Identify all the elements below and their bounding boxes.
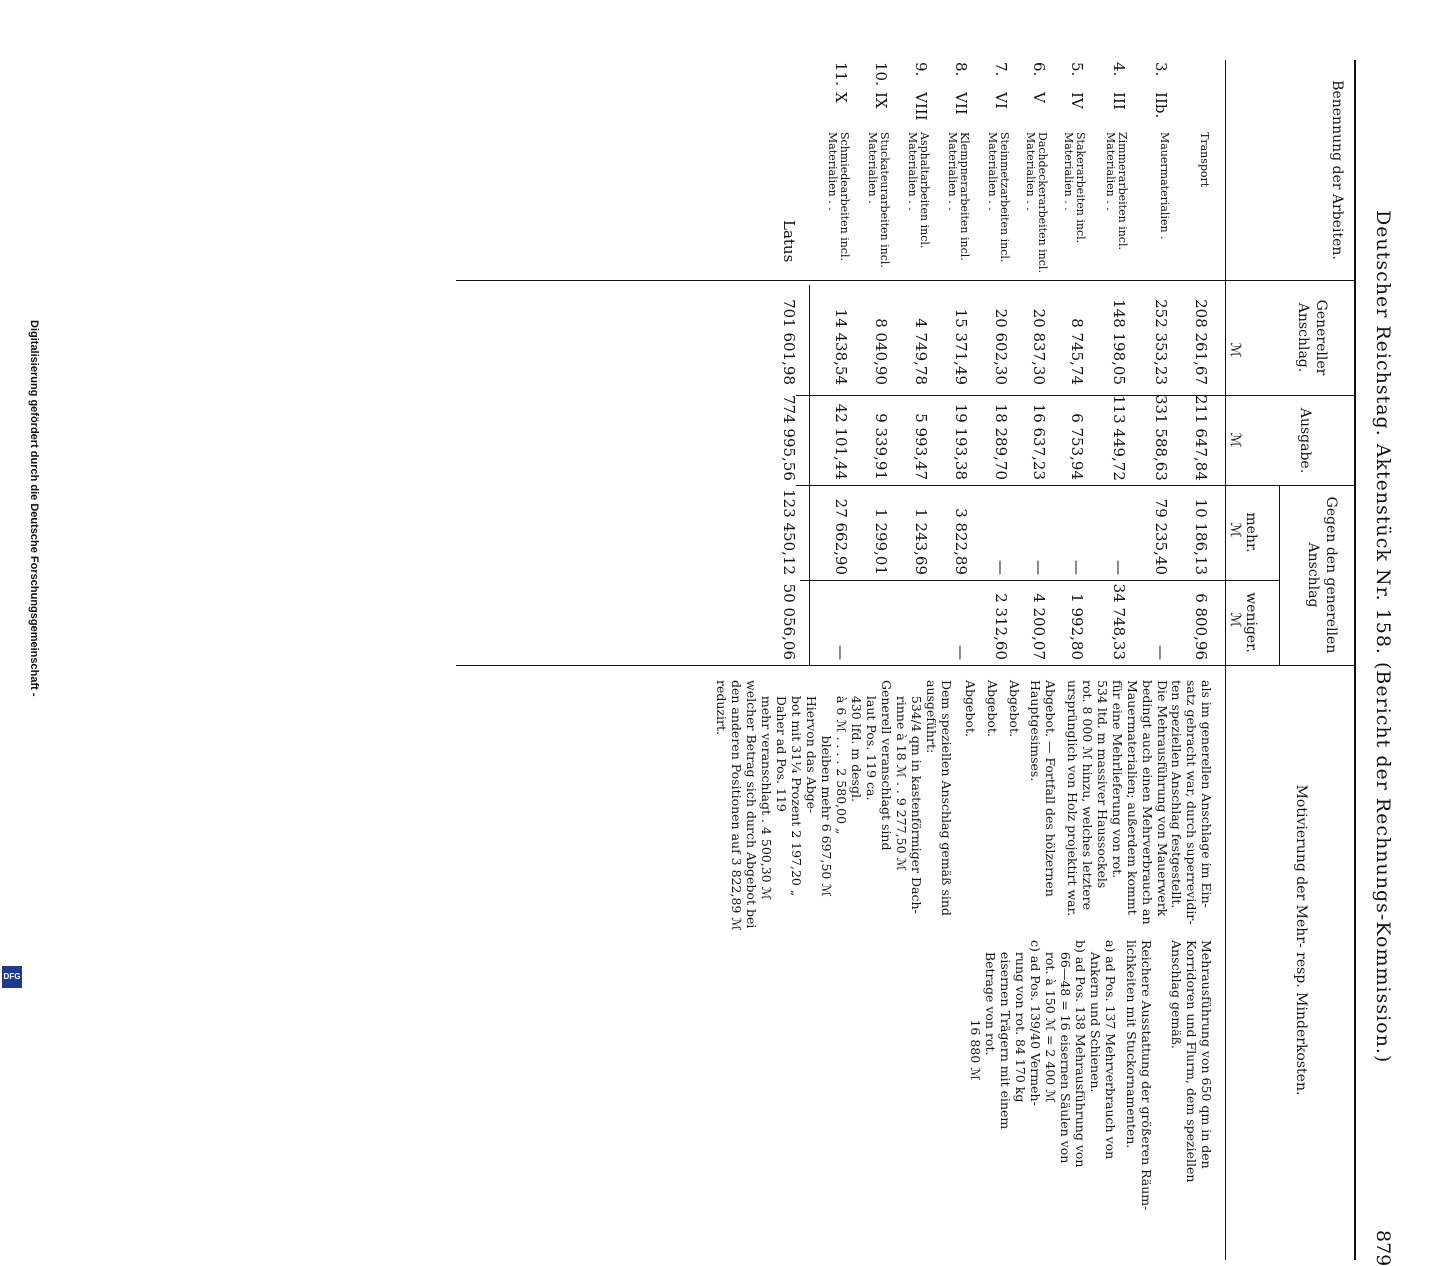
row-benennung: Dachdeckerarbeiten incl. Materialien . .: [1024, 132, 1049, 273]
row-titel: V: [1030, 92, 1048, 103]
unit-label: ℳ: [1227, 342, 1243, 358]
row-anschlag: 20 602,30: [992, 308, 1010, 385]
header-rule: [1354, 60, 1356, 1260]
remark-text: Abgebot.: [963, 680, 978, 737]
row-mehr: —: [1110, 560, 1128, 575]
remark-text: als im generellen Anschlage im Ein- satz gebracht war, durch superrevidir- ten speziellen Anschlag festgestellt.: [1169, 680, 1214, 925]
row-number: 6.: [1030, 62, 1048, 77]
row-benennung: Asphaltarbeiten incl. Materialien . .: [906, 132, 931, 249]
latus-weniger: 50 056,06: [780, 583, 798, 660]
row-mehr: —: [992, 560, 1010, 575]
row-mehr: 79 235,40: [1152, 498, 1170, 575]
latus-mehr: 123 450,12: [780, 489, 798, 575]
remark-text: Abgebot.: [985, 680, 1000, 737]
row-anschlag: 4 749,78: [912, 318, 930, 385]
col-head-motivierung: Motivierung der Mehr- resp. Minderkosten.: [1293, 784, 1309, 1096]
row-number: 4.: [1110, 62, 1128, 77]
col-line: [456, 665, 1356, 666]
row-anschlag: 8 745,74: [1068, 318, 1086, 385]
row-benennung: Zimmerarbeiten incl. Materialien . .: [1104, 132, 1129, 250]
row-anschlag: 208 261,67: [1192, 299, 1210, 385]
row-mehr: 27 662,90: [832, 498, 850, 575]
col-head-mehr: mehr.: [1243, 512, 1259, 553]
row-anschlag: 8 040,90: [872, 318, 890, 385]
row-benennung: Mauermaterialien .: [1158, 132, 1171, 240]
unit-label: ℳ: [1227, 432, 1243, 448]
row-weniger: —: [1152, 645, 1170, 660]
column-head-rule: [1225, 60, 1226, 1260]
row-titel: VII: [952, 92, 970, 115]
row-weniger: 6 800,96: [1192, 593, 1210, 660]
row-number: 11.: [832, 62, 850, 86]
gegen-rule: [1279, 485, 1280, 665]
row-benennung: Stuckateurarbeiten incl. Materialien .: [866, 132, 891, 268]
row-titel: VIII: [912, 92, 930, 121]
latus-label: Latus: [780, 220, 798, 263]
remark-text: Reichere Ausstattung der größeren Räum- lichkeiten mit Stuckornamenten.: [1124, 940, 1154, 1211]
remark-text: Mehrausführung von 650 qm in den Korridoren und Flurm, dem speziellen Anschlag gemäß.: [1169, 940, 1214, 1183]
row-number: 7.: [992, 62, 1010, 77]
row-mehr: 3 822,89: [952, 508, 970, 575]
col-head-gegen: Gegen den generellen Anschlag: [1305, 496, 1339, 654]
row-weniger: —: [952, 645, 970, 660]
row-benennung: Schmiedearbeiten incl. Materialien . .: [826, 132, 851, 261]
row-anschlag: 15 371,49: [952, 308, 970, 385]
page-header-title: Deutscher Reichstag. Aktenstück Nr. 158. (Bericht der Rechnungs-Kommission.): [1372, 210, 1394, 1064]
remark-text: Dem speziellen Anschlag gemäß sind ausgeführt: 534/4 qm in kastenförmiger Dach- rinne à 18 ℳ . . 9 277,50 ℳ Generell veranschlagt sind laut Pos. 119 ca. 430 lfd. m desgl. à 6 ℳ . . . . 2 580,00 „ bleiben mehr 6 697,50 ℳ Hiervon das Abge- bot mit 31¼ Prozent 2 197,20 „ Daher ad Pos. 119 mehr veranschlagt . 4 500,30 ℳ welcher Betrag sich durch Abgebot bei den anderen Positionen auf 3 822,89 ℳ reduzirt.: [714, 680, 954, 931]
row-titel: VI: [992, 92, 1010, 109]
col-line: [456, 280, 1356, 281]
row-weniger: 4 200,07: [1030, 593, 1048, 660]
remark-text: Abgebot.: [1007, 680, 1022, 737]
row-titel: IIb.: [1152, 92, 1170, 119]
row-ausgabe: 42 101,44: [832, 403, 850, 480]
row-ausgabe: 5 993,47: [912, 413, 930, 480]
row-benennung: Steinmetzarbeiten incl. Materialien . .: [986, 132, 1011, 263]
col-head-weniger: weniger.: [1243, 592, 1259, 653]
row-anschlag: 148 198,05: [1110, 299, 1128, 385]
row-number: 8.: [952, 62, 970, 77]
row-titel: IX: [872, 92, 890, 109]
row-ausgabe: 211 647,84: [1192, 395, 1210, 481]
row-anschlag: 252 353,23: [1152, 299, 1170, 385]
row-ausgabe: 16 637,23: [1030, 403, 1048, 480]
row-number: 9.: [912, 62, 930, 77]
row-mehr: 1 299,01: [872, 508, 890, 575]
latus-ausgabe: 774 995,56: [780, 395, 798, 481]
row-ausgabe: 331 588,63: [1152, 395, 1170, 481]
row-number: 5.: [1068, 62, 1086, 77]
page-number: 879: [1372, 1230, 1394, 1266]
unit-label: ℳ: [1227, 522, 1243, 538]
remark-text: Die Mehrausführung von Mauerwerk bedingt auch einen Mehrverbrauch an Mauermaterialien; außerdem kommt für eine Mehrlieferung von rot. 534 ltd. m massiver Haussockels rot. 8 000 ℳ hinzu, welches letztere ursprünglich von Holz projektirt war.: [1065, 680, 1170, 925]
remark-text: a) ad Pos. 137 Mehrverbrauch von Ankern und Schienen. b) ad Pos. 138 Mehrausführung von 66—48 = 16 eisernen Säulen von rot. à 150 ℳ = 2 400 ℳ c) ad Pos. 139/40 Vermeh- rung von rot. 84 170 kg eisernen Trägern mit einem Betrage von rot. 16 880 ℳ: [968, 940, 1118, 1168]
row-ausgabe: 113 449,72: [1110, 395, 1128, 481]
row-weniger: 2 312,60: [992, 593, 1010, 660]
row-mehr: 10 186,13: [1192, 498, 1210, 575]
row-weniger: 1 992,80: [1068, 593, 1086, 660]
col-head-genereller: Genereller Anschlag.: [1295, 299, 1329, 376]
remark-text: Abgebot. — Fortfall des hölzernen Hauptgesimses.: [1028, 680, 1058, 897]
latus-anschlag: 701 601,98: [780, 299, 798, 385]
row-mehr: —: [1068, 560, 1086, 575]
row-ausgabe: 19 193,38: [952, 403, 970, 480]
row-ausgabe: 18 289,70: [992, 403, 1010, 480]
row-ausgabe: 6 753,94: [1068, 413, 1086, 480]
row-ausgabe: 9 339,91: [872, 413, 890, 480]
latus-rule: [809, 285, 810, 665]
row-weniger: 34 748,33: [1110, 583, 1128, 660]
document-page: [150, 40, 1410, 1266]
digitization-note: [0, 0, 40, 1000]
row-number: 10.: [872, 62, 890, 86]
row-anschlag: 20 837,30: [1030, 308, 1048, 385]
dfg-logo: DFG: [2, 966, 22, 988]
row-benennung: Transport: [1198, 132, 1211, 188]
row-mehr: 1 243,69: [912, 508, 930, 575]
row-benennung: Stakerarbeiten incl. Materialien . .: [1062, 132, 1087, 244]
col-head-ausgabe: Ausgabe.: [1297, 407, 1313, 474]
row-titel: IV: [1068, 92, 1086, 109]
col-head-benennung: Benennung der Arbeiten.: [1329, 80, 1345, 260]
row-mehr: —: [1030, 560, 1048, 575]
unit-label: ℳ: [1227, 612, 1243, 628]
digitization-note-text: Digitalisierung gefördert durch die Deutsche Forschungsgemeinschaft -: [28, 320, 40, 697]
row-titel: III: [1110, 92, 1128, 110]
row-benennung: Klempnerarbeiten incl. Materialien . .: [946, 132, 971, 261]
row-weniger: —: [832, 645, 850, 660]
row-anschlag: 14 438,54: [832, 308, 850, 385]
row-number: 3.: [1152, 62, 1170, 77]
row-titel: X: [832, 92, 850, 103]
